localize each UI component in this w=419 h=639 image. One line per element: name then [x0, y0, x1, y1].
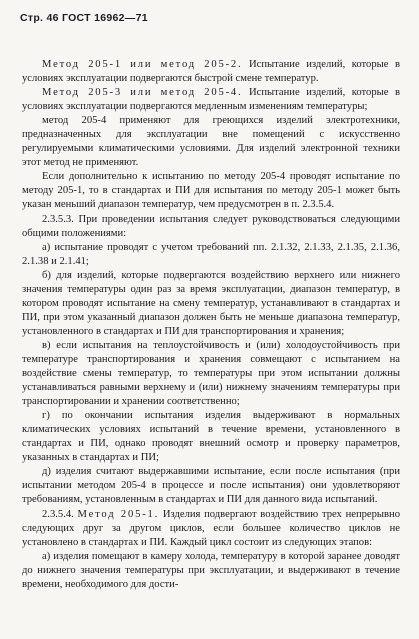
paragraph: метод 205-4 применяют для греющихся изделий электротехники, предназначенных для эксплуатации вне помещений с искусственно регулируемыми климатическими условиями. Для изделий электронной техники этот метод не применяют.	[22, 115, 400, 169]
clause-number: 2.3.5.4.	[42, 508, 78, 520]
list-item-g: г) по окончании испытания изделия выдерживают в нормальных климатических условиях испытаний в течение времени, установленного в стандартах и ПИ, однако проводят внешний осмотр и проверку параметров, указанных в стандартах и ПИ;	[22, 410, 400, 464]
page-header: Стр. 46 ГОСТ 16962—71	[20, 12, 148, 24]
document-body	[22, 58, 400, 592]
paragraph-method-205-1-2	[22, 58, 400, 86]
paragraph-method-205-3-4	[22, 86, 400, 114]
list-item-d: д) изделия считают выдержавшими испытание, если после испытания (при испытании методом 205-4 в процессе и после испытания) они удовлетворяют требованиям, установленным в стандартах и ПИ для данного вида испытаний.	[22, 466, 400, 506]
paragraph: Если дополнительно к испытанию по методу 205-4 проводят испытание по методу 205-1, то в стандартах и ПИ для испытания по методу 205-1 может быть указан меньший диапазон температур, чем предусмотрен в п. 2.3.5.4.	[22, 171, 400, 211]
method-heading: Метод 205-3 или метод 205-4.	[42, 87, 243, 99]
list-item-a: а) испытание проводят с учетом требований пп. 2.1.32, 2.1.33, 2.1.35, 2.1.36, 2.1.38 и 2.1.41;	[22, 241, 400, 267]
paragraph-text: Испытание изделий, которые в условиях эксплуатации подвергаются быстрой смене температур.	[22, 59, 401, 85]
list-item-v: в) если испытания на теплоустойчивость и (или) холодоустойчивость при температуре транспортирования и хранения совмещают с испытанием на воздействие смены температур, то температуры при этом испытании должны устанавливаться равными верхнему и (или) нижнему значениям температуры при транспортировании и хранении соответственно;	[22, 339, 400, 408]
paragraph-text: Испытание изделий, которые в условиях эксплуатации подвергаются медленным изменениям температуры;	[22, 87, 401, 113]
list-item-b: б) для изделий, которые подвергаются воздействию верхнего или нижнего значения температуры один раз за время эксплуатации, диапазон температур, в котором проводят испытание на смену температур, устанавливают в стандартах и ПИ, при этом указанный диапазон должен быть не меньше диапазона температур, установленного в стандартах и ПИ для транспортирования и хранения;	[22, 269, 400, 337]
paragraph-clause-2-3-5-4	[22, 508, 400, 550]
paragraph-text: Изделия подвергают воздействию трех непрерывно следующих друг за другом циклов, если большее количество циклов не установлено в стандартах и ПИ. Каждый цикл состоит из следующих этапов:	[22, 508, 401, 548]
list-item-a: а) изделия помещают в камеру холода, температуру в которой заранее доводят до нижнего значения температуры при эксплуатации, и выдерживают в течение времени, необходимого для дости-	[22, 550, 400, 590]
method-heading: Метод 205-1 или метод 205-2.	[42, 59, 243, 70]
method-heading: Метод 205-1.	[77, 508, 160, 520]
paragraph-clause-2-3-5-3: 2.3.5.3. При проведении испытания следует руководствоваться следующими общими положениями:	[22, 213, 400, 239]
